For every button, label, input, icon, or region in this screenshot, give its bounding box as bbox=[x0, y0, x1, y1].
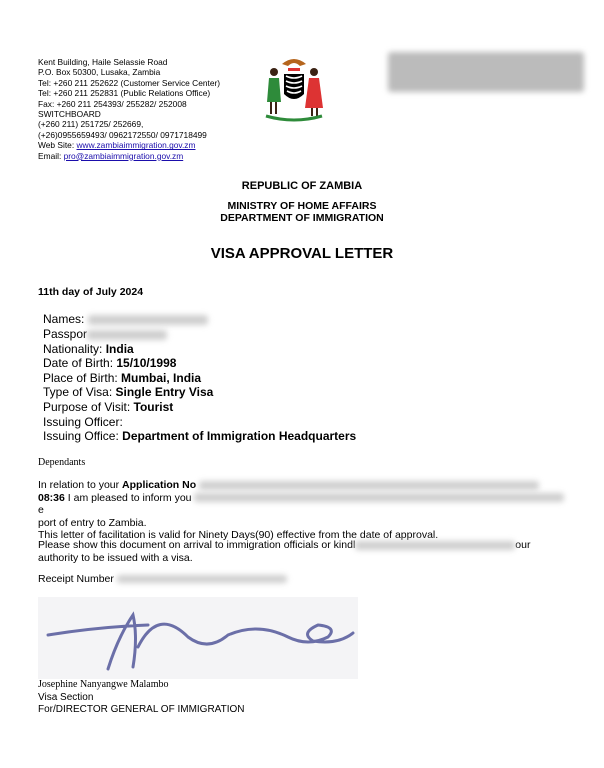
redacted-case-no bbox=[355, 541, 515, 550]
redacted-application bbox=[199, 481, 539, 490]
dob-label: Date of Birth: bbox=[43, 356, 117, 370]
text: e bbox=[38, 504, 44, 516]
redacted-passport bbox=[87, 330, 167, 340]
text: Please show this document on arrival to immigration officials or kindl bbox=[38, 539, 356, 551]
address-line: Kent Building, Haile Selassie Road bbox=[38, 57, 168, 67]
address-line: Fax: +260 211 254393/ 255282/ 252008 bbox=[38, 98, 187, 109]
officer-label: Issuing Officer: bbox=[43, 415, 123, 429]
signatory-section: Visa Section bbox=[38, 692, 94, 703]
address-line: Tel: +260 211 252831 (Public Relations Office) bbox=[38, 88, 211, 99]
office-value: Department of Immigration Headquarters bbox=[122, 429, 357, 443]
dependants-heading: Dependants bbox=[38, 457, 86, 468]
instruction-paragraph bbox=[38, 539, 568, 564]
application-time: 08:36 bbox=[38, 491, 65, 504]
coat-of-arms-icon bbox=[262, 54, 326, 126]
email-label: Email: bbox=[38, 150, 64, 161]
website-link[interactable]: www.zambiaimmigration.gov.zm bbox=[76, 140, 196, 151]
address-line: Tel: +260 211 252622 (Customer Service Center) bbox=[38, 77, 221, 88]
text: authority to be issued with a visa. bbox=[38, 551, 193, 564]
purpose-label: Purpose of Visit: bbox=[43, 400, 134, 414]
address-line: (+260 211) 251725/ 252669, bbox=[38, 119, 144, 130]
pob-value: Mumbai, India bbox=[121, 371, 202, 385]
signatory-title: For/DIRECTOR GENERAL OF IMMIGRATION bbox=[38, 704, 245, 715]
text: In relation to your bbox=[38, 479, 123, 491]
address-line: (+26)0955659493/ 0962172550/ 0971718499 bbox=[38, 129, 207, 140]
visa-type-value: Single Entry Visa bbox=[115, 385, 214, 399]
redacted-name bbox=[88, 315, 208, 325]
ministry-heading: MINISTRY OF HOME AFFAIRS bbox=[227, 200, 377, 212]
address-line: P.O. Box 50300, Lusaka, Zambia bbox=[38, 67, 161, 78]
redacted-block bbox=[388, 52, 584, 92]
department-heading: DEPARTMENT OF IMMIGRATION bbox=[220, 212, 384, 224]
page-title: VISA APPROVAL LETTER bbox=[210, 245, 394, 262]
names-label: Names: bbox=[43, 312, 85, 326]
application-no-label: Application No bbox=[122, 479, 197, 491]
address-line: SWITCHBOARD bbox=[38, 109, 101, 120]
nationality-value: India bbox=[105, 342, 134, 356]
republic-heading: REPUBLIC OF ZAMBIA bbox=[241, 180, 363, 192]
letter-date: 11th day of July 2024 bbox=[38, 286, 144, 298]
visa-type-label: Type of Visa: bbox=[43, 385, 116, 399]
receipt-label: Receipt Number bbox=[38, 573, 114, 585]
purpose-value: Tourist bbox=[133, 400, 174, 414]
address-block bbox=[38, 57, 238, 161]
text: port of entry to Zambia. bbox=[38, 516, 147, 529]
signature-image bbox=[38, 597, 358, 679]
redacted-text bbox=[194, 493, 564, 502]
text: I am pleased to inform you bbox=[64, 491, 192, 504]
redacted-receipt bbox=[117, 575, 287, 583]
approval-paragraph bbox=[38, 479, 568, 542]
passport-label: Passpor bbox=[43, 327, 88, 341]
website-label: Web Site: bbox=[38, 140, 77, 151]
office-label: Issuing Office: bbox=[43, 429, 123, 443]
dob-value: 15/10/1998 bbox=[116, 356, 177, 370]
text: our bbox=[515, 539, 531, 551]
signatory-name: Josephine Nanyangwe Malambo bbox=[38, 679, 169, 690]
pob-label: Place of Birth: bbox=[43, 371, 122, 385]
validity-text: This letter of facilitation is valid for Ninety Days(90) effective from the date of approval. bbox=[38, 529, 439, 541]
nationality-label: Nationality: bbox=[43, 342, 106, 356]
email-link[interactable]: pro@zambiaimmigration.gov.zm bbox=[63, 150, 184, 161]
